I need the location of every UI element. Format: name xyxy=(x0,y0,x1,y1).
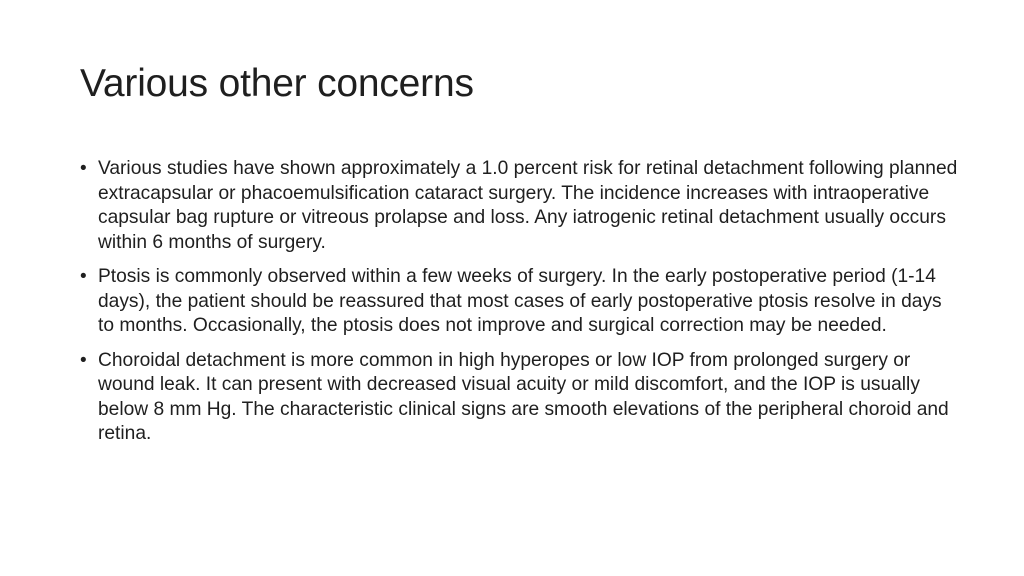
bullet-list xyxy=(80,157,960,457)
bullet-text-retinal-detachment: Various studies have shown approximately a 1.0 percent risk for retinal detachment following planned extracapsular or phacoemulsification cataract surgery. The incidence increases with intraoperative capsular bag rupture or vitreous prolapse and loss. Any iatrogenic retinal detachment usually occurs within 6 months of surgery. xyxy=(98,158,958,253)
bullet-item xyxy=(80,265,960,339)
bullet-item xyxy=(80,349,960,447)
bullet-glyph: • xyxy=(80,349,87,371)
bullet-text-ptosis: Ptosis is commonly observed within a few weeks of surgery. In the early postoperative period (1-14 days), the patient should be reassured that most cases of early postoperative ptosis resolve in days to months. Occasionally, the ptosis does not improve and surgical correction may be needed. xyxy=(98,266,942,336)
bullet-glyph: • xyxy=(80,266,87,287)
bullet-glyph: • xyxy=(80,158,87,179)
bullet-text-choroidal-detachment: Choroidal detachment is more common in high hyperopes or low IOP from prolonged surgery or wound leak. It can present with decreased visual acuity or mild discomfort, and the IOP is usually below 8 mm Hg. The characteristic clinical signs are smooth elevations of the peripheral choroid and retina. xyxy=(98,349,949,444)
bullet-item xyxy=(80,157,960,255)
slide-title: Various other concerns xyxy=(80,62,474,105)
